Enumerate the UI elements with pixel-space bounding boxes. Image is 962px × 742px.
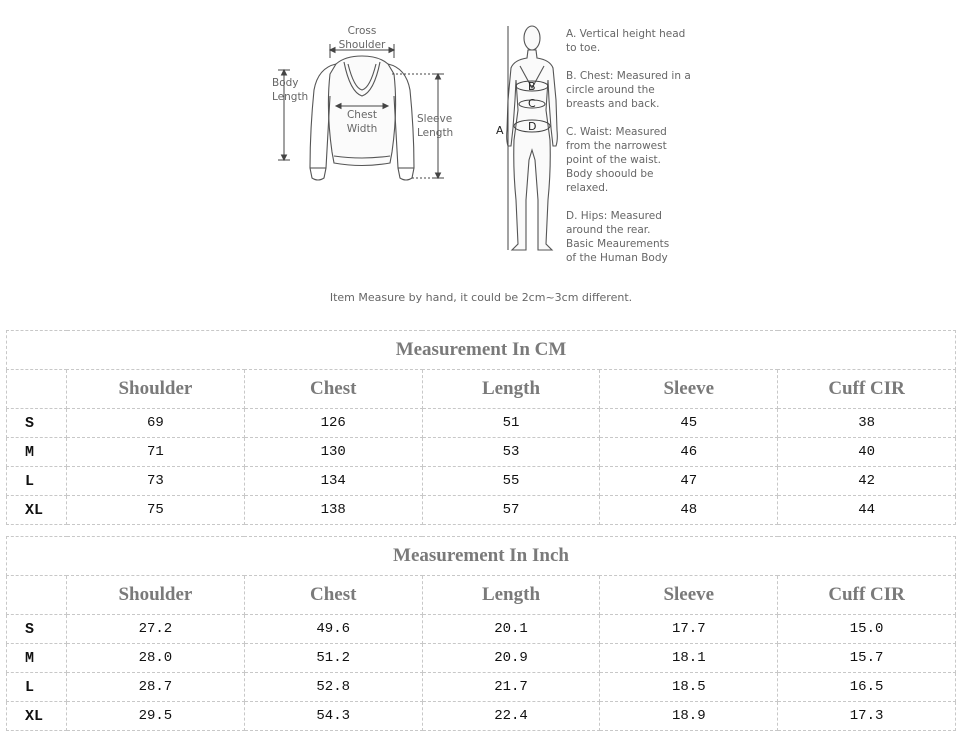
note-chest: B. Chest: Measured in a circle around the breasts and back. bbox=[566, 70, 691, 110]
body-letter-a: A bbox=[496, 124, 504, 137]
length-value: 22.4 bbox=[422, 702, 600, 731]
cuff-cir-value: 15.0 bbox=[778, 615, 956, 644]
size-label: S bbox=[7, 615, 67, 644]
table-row bbox=[7, 496, 956, 525]
cuff-cir-value: 44 bbox=[778, 496, 956, 525]
cuff-cir-value: 15.7 bbox=[778, 644, 956, 673]
note-height: A. Vertical height head to toe. bbox=[566, 28, 686, 54]
sleeve-value: 17.7 bbox=[600, 615, 778, 644]
shoulder-value: 73 bbox=[67, 467, 245, 496]
chest-value: 51.2 bbox=[244, 644, 422, 673]
note-hips: D. Hips: Measured around the rear. Basic Meaurements of the Human Body bbox=[566, 210, 670, 264]
shoulder-value: 75 bbox=[67, 496, 245, 525]
length-value: 20.1 bbox=[422, 615, 600, 644]
size-label: M bbox=[7, 438, 67, 467]
header-sleeve: Sleeve bbox=[600, 370, 778, 409]
body-figure-drawing bbox=[507, 26, 558, 250]
table-row bbox=[7, 615, 956, 644]
header-cuff-cir: Cuff CIR bbox=[778, 576, 956, 615]
chest-value: 138 bbox=[244, 496, 422, 525]
body-length-label: Body Length bbox=[272, 77, 309, 103]
sleeve-value: 46 bbox=[600, 438, 778, 467]
chest-value: 130 bbox=[244, 438, 422, 467]
header-size-cell bbox=[7, 370, 67, 409]
chest-value: 49.6 bbox=[244, 615, 422, 644]
shoulder-value: 71 bbox=[67, 438, 245, 467]
size-label: L bbox=[7, 673, 67, 702]
sleeve-value: 47 bbox=[600, 467, 778, 496]
sleeve-value: 18.5 bbox=[600, 673, 778, 702]
cm-size-table bbox=[6, 330, 956, 525]
cuff-cir-value: 38 bbox=[778, 409, 956, 438]
chest-width-label: Chest Width bbox=[346, 109, 378, 135]
cuff-cir-value: 40 bbox=[778, 438, 956, 467]
cuff-cir-value: 16.5 bbox=[778, 673, 956, 702]
table-row bbox=[7, 467, 956, 496]
header-length: Length bbox=[422, 370, 600, 409]
header-sleeve: Sleeve bbox=[600, 576, 778, 615]
shoulder-value: 27.2 bbox=[67, 615, 245, 644]
cm-table-header-row bbox=[7, 370, 956, 409]
measure-disclaimer: Item Measure by hand, it could be 2cm~3cm different. bbox=[329, 291, 633, 304]
size-guide-diagram bbox=[0, 0, 962, 320]
table-row bbox=[7, 644, 956, 673]
size-label: L bbox=[7, 467, 67, 496]
sleeve-length-label: Sleeve Length bbox=[417, 113, 454, 139]
cuff-cir-value: 42 bbox=[778, 467, 956, 496]
header-shoulder: Shoulder bbox=[67, 576, 245, 615]
chest-value: 54.3 bbox=[244, 702, 422, 731]
header-chest: Chest bbox=[244, 370, 422, 409]
sleeve-value: 45 bbox=[600, 409, 778, 438]
header-cuff-cir: Cuff CIR bbox=[778, 370, 956, 409]
sleeve-value: 48 bbox=[600, 496, 778, 525]
table-row bbox=[7, 702, 956, 731]
body-letter-d: D bbox=[528, 120, 537, 133]
shoulder-value: 28.7 bbox=[67, 673, 245, 702]
length-value: 51 bbox=[422, 409, 600, 438]
length-value: 55 bbox=[422, 467, 600, 496]
chest-value: 126 bbox=[244, 409, 422, 438]
shoulder-value: 29.5 bbox=[67, 702, 245, 731]
size-label: M bbox=[7, 644, 67, 673]
chest-value: 52.8 bbox=[244, 673, 422, 702]
shoulder-value: 69 bbox=[67, 409, 245, 438]
body-letter-c: C bbox=[528, 97, 536, 110]
table-row bbox=[7, 409, 956, 438]
sleeve-value: 18.9 bbox=[600, 702, 778, 731]
shoulder-value: 28.0 bbox=[67, 644, 245, 673]
size-label: S bbox=[7, 409, 67, 438]
chest-value: 134 bbox=[244, 467, 422, 496]
inch-size-table bbox=[6, 536, 956, 731]
table-row bbox=[7, 673, 956, 702]
inch-table-title: Measurement In Inch bbox=[7, 537, 956, 576]
cross-shoulder-label: Cross Shoulder bbox=[338, 25, 386, 51]
inch-table-header-row bbox=[7, 576, 956, 615]
size-label: XL bbox=[7, 496, 67, 525]
length-value: 57 bbox=[422, 496, 600, 525]
length-value: 21.7 bbox=[422, 673, 600, 702]
length-value: 20.9 bbox=[422, 644, 600, 673]
size-label: XL bbox=[7, 702, 67, 731]
table-row bbox=[7, 438, 956, 467]
header-length: Length bbox=[422, 576, 600, 615]
cm-table-title: Measurement In CM bbox=[7, 331, 956, 370]
note-waist: C. Waist: Measured from the narrowest point of the waist. Body shoould be relaxed. bbox=[566, 126, 667, 194]
header-shoulder: Shoulder bbox=[67, 370, 245, 409]
sleeve-value: 18.1 bbox=[600, 644, 778, 673]
length-value: 53 bbox=[422, 438, 600, 467]
body-letter-b: B bbox=[528, 80, 536, 93]
header-size-cell bbox=[7, 576, 67, 615]
measurement-illustration bbox=[0, 0, 962, 320]
header-chest: Chest bbox=[244, 576, 422, 615]
cuff-cir-value: 17.3 bbox=[778, 702, 956, 731]
